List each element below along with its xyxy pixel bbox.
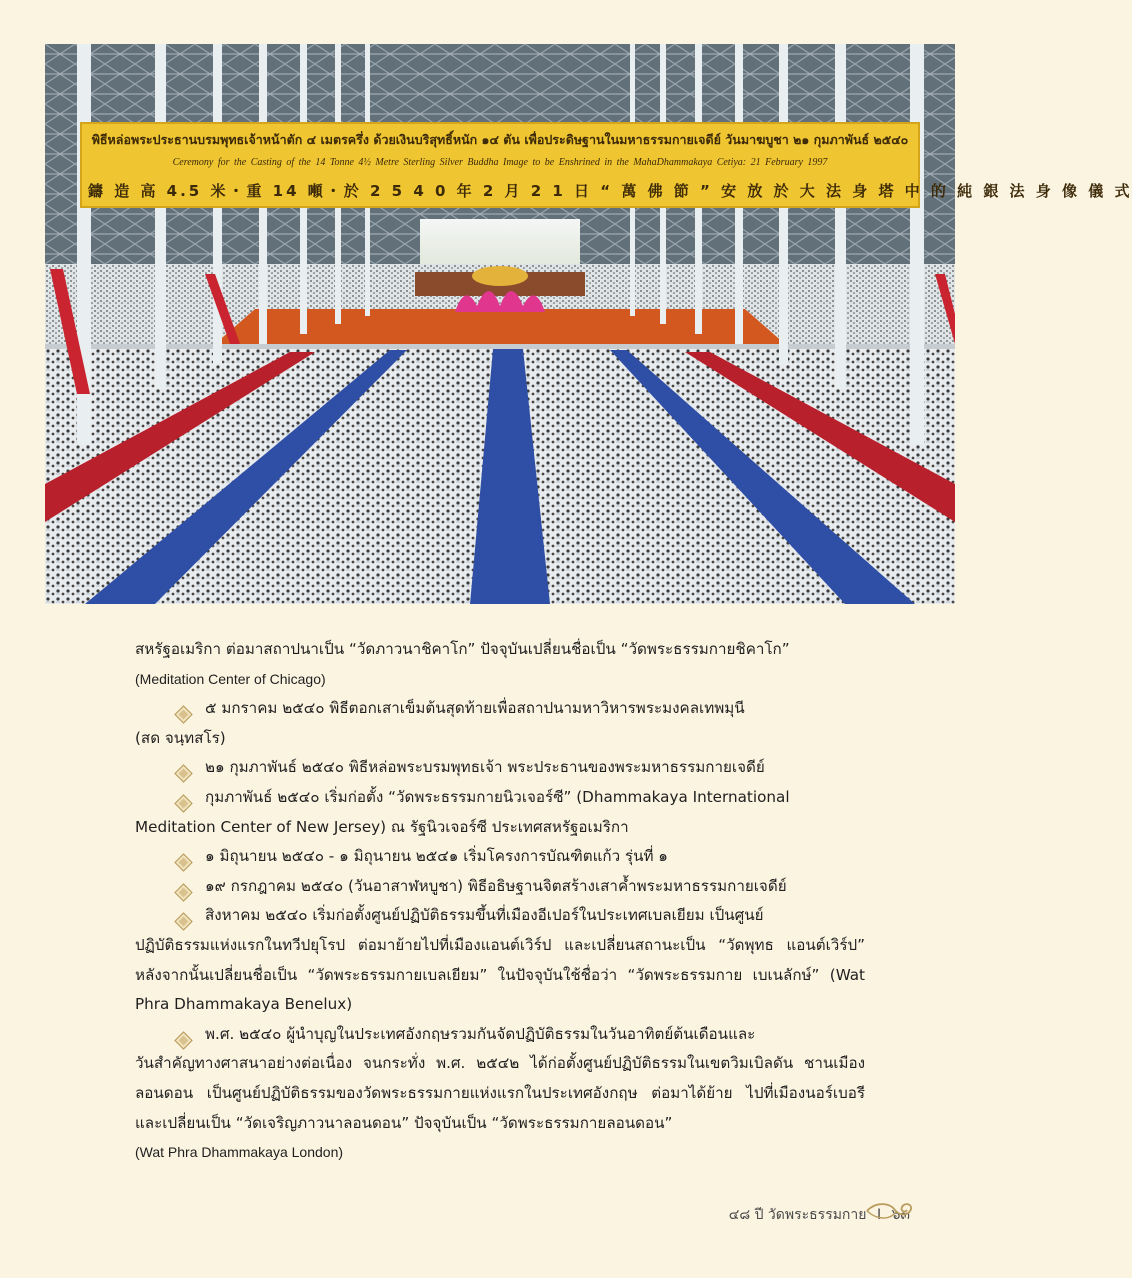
paragraph-english-note: (Wat Phra Dhammakaya London) (135, 1144, 344, 1161)
paragraph-pillar-ceremony (135, 694, 865, 724)
banner-thai-text: พิธีหล่อพระประธานบรมพุทธเจ้าหน้าตัก ๔ เมตรครึ่ง ด้วยเงินบริสุทธิ์หนัก ๑๔ ตัน เพื่อประดิษฐานในมหาธรรมกายเจดีย์ วันมาฆบูชา ๒๑ กุมภาพันธ์ ๒๕๔๐ (91, 132, 909, 147)
paragraph-buddha-casting (135, 753, 865, 783)
ceremony-photo (45, 44, 1132, 604)
paragraph-text: ๑ มิถุนายน ๒๕๔๐ - ๑ มิถุนายน ๒๕๔๑ เริ่มโครงการบัณฑิตแก้ว รุ่นที่ ๑ (205, 847, 668, 866)
paragraph-continuation: วันสำคัญทางศาสนาอย่างต่อเนื่อง จนกระทั่ง พ.ศ. ๒๕๔๒ ได้ก่อตั้งศูนย์ปฏิบัติธรรมในเขตวิมเบิลดัน ชานเมืองลอนดอน เป็นศูนย์ปฏิบัติธรรมของวัดพระธรรมกายแห่งแรกในประเทศอังกฤษ ต่อมาได้ย้าย ไปที่เมืองนอร์เบอรี และเปลี่ยนเป็น “วัดเจริญภาวนาลอนดอน” ปัจจุบันเป็น “วัดพระธรรมกายลอนดอน” (135, 1054, 865, 1132)
footer-book-title: ๔๘ ปี วัดพระธรรมกาย (728, 1207, 867, 1223)
lotus-bullet-icon (177, 761, 191, 775)
paragraph-continuation: (สด จนฺทสโร) (135, 728, 226, 747)
paragraph-text: ๑๙ กรกฎาคม ๒๕๔๐ (วันอาสาฬหบูชา) พิธีอธิษฐานจิตสร้างเสาค้ำพระมหาธรรมกายเจดีย์ (205, 876, 787, 895)
paragraph-continuation: ปฏิบัติธรรมแห่งแรกในทวีปยุโรป ต่อมาย้ายไปที่เมืองแอนต์เวิร์ป และเปลี่ยนสถานะเป็น “วัดพุทธ แอนต์เวิร์ป” หลังจากนั้นเปลี่ยนชื่อเป็น “วัดพระธรรมกายเบลเยียม” ในปัจจุบันใช้ชื่อว่า “วัดพระธรรมกาย เบเนลักษ์” (Wat Phra Dhammakaya Benelux) (135, 935, 865, 1014)
paragraph-text: สหรัฐอเมริกา ต่อมาสถาปนาเป็น “วัดภาวนาชิคาโก” ปัจจุบันเปลี่ยนชื่อเป็น “วัดพระธรรมกายชิคาโก” (135, 640, 790, 658)
paragraph-continuation: Meditation Center of New Jersey) ณ รัฐนิวเจอร์ซี ประเทศสหรัฐอเมริกา (135, 817, 629, 836)
ceremony-banner (80, 122, 1132, 208)
paragraph-asalha-bucha (135, 872, 865, 902)
paragraph-belgium (135, 901, 865, 931)
lotus-bullet-icon (177, 880, 191, 894)
paragraph-new-jersey (135, 783, 865, 813)
paragraph-text: สิงหาคม ๒๕๔๐ เริ่มก่อตั้งศูนย์ปฏิบัติธรรมขึ้นที่เมืองอีเปอร์ในประเทศเบลเยียม เป็นศูนย์ (205, 906, 764, 925)
paragraph-chicago (135, 635, 865, 694)
lotus-bullet-icon (177, 909, 191, 923)
paragraph-london (135, 1020, 865, 1050)
paragraph-text: ๒๑ กุมภาพันธ์ ๒๕๔๐ พิธีหล่อพระบรมพุทธเจ้า พระประธานของพระมหาธรรมกายเจดีย์ (205, 758, 765, 777)
lotus-bullet-icon (177, 791, 191, 805)
paragraph-english-note: (Meditation Center of Chicago) (135, 670, 326, 687)
paragraph-text: ๕ มกราคม ๒๕๔๐ พิธีตอกเสาเข็มต้นสุดท้ายเพื่อสถาปนามหาวิหารพระมงคลเทพมุนี (205, 699, 745, 718)
lotus-bullet-icon (177, 1028, 191, 1042)
lotus-bullet-icon (177, 702, 191, 716)
page-number: ๖๓ (891, 1207, 910, 1223)
lotus-bullet-icon (177, 850, 191, 864)
swirl-ornament-icon (865, 1200, 913, 1222)
paragraph-text: กุมภาพันธ์ ๒๕๔๐ เริ่มก่อตั้ง “วัดพระธรรมกายนิวเจอร์ซี” (Dhammakaya International (205, 787, 790, 806)
paragraph-text: พ.ศ. ๒๕๔๐ ผู้นำบุญในประเทศอังกฤษรวมกันจัดปฏิบัติธรรมในวันอาทิตย์ต้นเดือนและ (205, 1024, 756, 1043)
banner-english-text: Ceremony for the Casting of the 14 Tonne 4½ Metre Sterling Silver Buddha Image to be Enshrined in the MahaDhammakaya Cetiya: 21 February 1997 (172, 157, 828, 168)
banner-chinese-text: 鑄 造 高 4.5 米・重 14 噸・於 2 5 4 0 年 2 月 2 1 日 “ 萬 佛 節 ” 安 放 於 大 法 身 塔 中 的 純 銀 法 身 像 儀 式 (88, 182, 1132, 200)
footer-separator: I (876, 1207, 882, 1223)
article-body (135, 635, 865, 1168)
paragraph-bundit-kaew (135, 842, 865, 872)
